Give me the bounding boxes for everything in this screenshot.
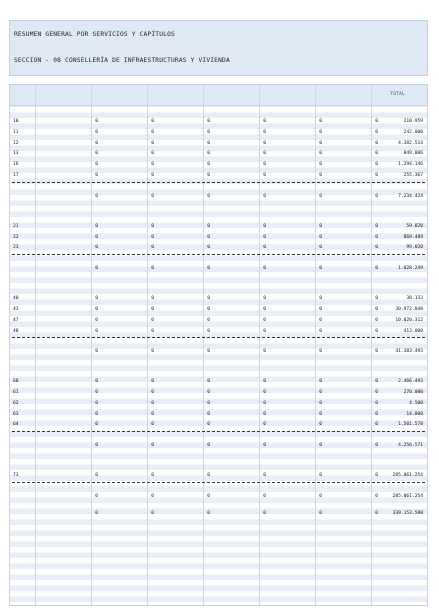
chapter-value: 0 <box>263 379 266 385</box>
chapter-value: 0 <box>375 151 378 157</box>
chapter-value: 0 <box>207 173 210 178</box>
chapter-value: 0 <box>95 510 98 516</box>
chapter-value: 0 <box>263 317 266 323</box>
chapter-value: 0 <box>263 390 266 396</box>
chapter-value: 0 <box>207 411 210 417</box>
chapter-value: 0 <box>207 317 210 323</box>
chapter-value: 0 <box>207 223 210 229</box>
total-value: 270.000 <box>403 390 423 396</box>
chapter-value: 0 <box>319 379 322 385</box>
total-value: 285.061.254 <box>392 473 423 479</box>
table-row <box>10 170 427 181</box>
chapter-value: 0 <box>263 119 266 124</box>
chapter-value: 0 <box>95 265 98 271</box>
report-header <box>9 20 428 76</box>
chapter-value: 0 <box>375 296 378 302</box>
subtotal-divider <box>12 182 425 183</box>
chapter-value: 0 <box>375 317 378 323</box>
chapter-value: 0 <box>375 411 378 417</box>
chapter-value: 0 <box>207 140 210 146</box>
chapter-value: 0 <box>95 129 98 135</box>
chapter-value: 0 <box>207 349 210 355</box>
service-code: 48 <box>13 328 19 334</box>
chapter-value: 0 <box>207 265 210 271</box>
summary-table <box>9 84 428 606</box>
service-code: 62 <box>13 400 19 406</box>
chapter-value: 0 <box>375 349 378 355</box>
chapter-value: 0 <box>375 223 378 229</box>
chapter-value: 0 <box>95 245 98 251</box>
chapter-value: 0 <box>263 151 266 157</box>
chapter-value: 0 <box>375 400 378 406</box>
table-header <box>10 85 427 106</box>
chapter-value: 0 <box>95 443 98 448</box>
service-code: 21 <box>13 223 19 229</box>
chapter-value: 0 <box>95 193 98 199</box>
chapter-value: 0 <box>263 328 266 334</box>
chapter-value: 0 <box>207 400 210 406</box>
total-value: 285.061.254 <box>392 493 423 499</box>
chapter-value: 0 <box>319 443 322 448</box>
chapter-value: 0 <box>319 129 322 135</box>
chapter-value: 0 <box>151 265 154 271</box>
chapter-value: 0 <box>151 193 154 199</box>
total-value: 413.000 <box>403 328 423 334</box>
chapter-value: 0 <box>263 193 266 199</box>
chapter-value: 0 <box>95 493 98 499</box>
report-title: RESUMEN GENERAL POR SERVICIOS Y CAPÍTULOS <box>14 31 175 38</box>
chapter-value: 0 <box>151 510 154 516</box>
service-code: 16 <box>13 162 19 168</box>
chapter-value: 0 <box>263 234 266 240</box>
chapter-value: 0 <box>95 119 98 124</box>
chapter-value: 0 <box>319 306 322 312</box>
chapter-value: 0 <box>375 162 378 168</box>
chapter-value: 0 <box>151 349 154 355</box>
total-value: 210.959 <box>403 119 423 124</box>
chapter-value: 0 <box>95 162 98 168</box>
table-row <box>10 387 427 398</box>
table-row <box>10 221 427 232</box>
chapter-value: 0 <box>375 119 378 124</box>
chapter-value: 0 <box>263 493 266 499</box>
total-value: 41.383.493 <box>395 349 423 355</box>
subtotal-divider <box>12 431 425 432</box>
chapter-value: 0 <box>95 422 98 428</box>
table-row <box>10 138 427 149</box>
subtotal-row <box>10 263 427 274</box>
chapter-value: 0 <box>95 349 98 355</box>
subtotal-row <box>10 491 427 502</box>
chapter-value: 0 <box>319 296 322 302</box>
chapter-value: 0 <box>375 245 378 251</box>
table-row <box>10 304 427 315</box>
chapter-value: 0 <box>151 400 154 406</box>
chapter-value: 0 <box>151 129 154 135</box>
chapter-value: 0 <box>319 140 322 146</box>
total-value: 1.294.146 <box>398 162 423 168</box>
total-value: 7.234.424 <box>398 193 423 199</box>
chapter-value: 0 <box>263 162 266 168</box>
chapter-value: 0 <box>263 443 266 448</box>
chapter-value: 0 <box>151 245 154 251</box>
chapter-value: 0 <box>375 234 378 240</box>
chapter-value: 0 <box>207 234 210 240</box>
chapter-value: 0 <box>207 379 210 385</box>
chapter-value: 0 <box>319 119 322 124</box>
subtotal-divider <box>12 482 425 483</box>
chapter-value: 0 <box>151 173 154 178</box>
service-code: 40 <box>13 296 19 302</box>
chapter-value: 0 <box>319 390 322 396</box>
chapter-value: 0 <box>207 510 210 516</box>
chapter-value: 0 <box>95 140 98 146</box>
chapter-value: 0 <box>319 173 322 178</box>
total-value: 30.972.048 <box>395 306 423 312</box>
chapter-value: 0 <box>95 473 98 479</box>
chapter-value: 0 <box>319 151 322 157</box>
chapter-value: 0 <box>319 223 322 229</box>
chapter-value: 0 <box>95 400 98 406</box>
table-row <box>10 293 427 304</box>
service-code: 23 <box>13 245 19 251</box>
chapter-value: 0 <box>151 411 154 417</box>
chapter-value: 0 <box>319 162 322 168</box>
total-value: 59.820 <box>406 223 423 229</box>
chapter-value: 0 <box>95 411 98 417</box>
subtotal-divider <box>12 337 425 338</box>
total-value: 1.501.578 <box>398 422 423 428</box>
chapter-value: 0 <box>375 306 378 312</box>
service-code: 13 <box>13 151 19 157</box>
service-code: 47 <box>13 317 19 323</box>
table-row <box>10 326 427 337</box>
chapter-value: 0 <box>95 379 98 385</box>
chapter-value: 0 <box>151 493 154 499</box>
chapter-value: 0 <box>319 411 322 417</box>
table-row <box>10 232 427 243</box>
table-row <box>10 409 427 420</box>
chapter-value: 0 <box>319 422 322 428</box>
chapter-value: 0 <box>207 129 210 135</box>
service-code: 63 <box>13 411 19 417</box>
table-row <box>10 159 427 170</box>
chapter-value: 0 <box>375 379 378 385</box>
chapter-value: 0 <box>319 265 322 271</box>
table-row <box>10 315 427 326</box>
chapter-value: 0 <box>151 422 154 428</box>
chapter-value: 0 <box>207 443 210 448</box>
chapter-value: 0 <box>95 390 98 396</box>
chapter-value: 0 <box>95 328 98 334</box>
total-value: 10.020.312 <box>395 317 423 323</box>
chapter-value: 0 <box>263 349 266 355</box>
chapter-value: 0 <box>207 296 210 302</box>
table-row <box>10 127 427 138</box>
chapter-value: 0 <box>207 151 210 157</box>
chapter-value: 0 <box>263 265 266 271</box>
grand-total-row <box>10 508 427 519</box>
total-value: 99.020 <box>406 245 423 251</box>
chapter-value: 0 <box>319 328 322 334</box>
chapter-value: 0 <box>319 234 322 240</box>
chapter-value: 0 <box>263 306 266 312</box>
chapter-value: 0 <box>375 265 378 271</box>
total-value: 242.000 <box>403 129 423 135</box>
table-row <box>10 242 427 253</box>
total-value: 4.382.514 <box>398 140 423 146</box>
section-title: SECCION - 08 CONSELLERÍA DE INFRAESTRUCTURAS Y VIVIENDA <box>14 57 230 64</box>
chapter-value: 0 <box>151 328 154 334</box>
chapter-value: 0 <box>95 173 98 178</box>
chapter-value: 0 <box>263 400 266 406</box>
subtotal-row <box>10 440 427 451</box>
chapter-value: 0 <box>151 162 154 168</box>
chapter-value: 0 <box>319 245 322 251</box>
chapter-value: 0 <box>319 510 322 516</box>
subtotal-row <box>10 191 427 202</box>
chapter-value: 0 <box>319 193 322 199</box>
chapter-value: 0 <box>375 422 378 428</box>
chapter-value: 0 <box>151 379 154 385</box>
chapter-value: 0 <box>319 473 322 479</box>
chapter-value: 0 <box>263 140 266 146</box>
chapter-value: 0 <box>95 223 98 229</box>
chapter-value: 0 <box>263 411 266 417</box>
service-code: 10 <box>13 119 19 124</box>
chapter-value: 0 <box>207 306 210 312</box>
total-value: 4.256.571 <box>398 443 423 448</box>
chapter-value: 0 <box>263 296 266 302</box>
chapter-value: 0 <box>151 234 154 240</box>
chapter-value: 0 <box>151 443 154 448</box>
total-value: 849.006 <box>403 151 423 157</box>
chapter-value: 0 <box>319 349 322 355</box>
service-code: 12 <box>13 140 19 146</box>
chapter-value: 0 <box>151 223 154 229</box>
chapter-value: 0 <box>151 119 154 124</box>
chapter-value: 0 <box>375 443 378 448</box>
service-code: 17 <box>13 173 19 178</box>
chapter-value: 0 <box>263 473 266 479</box>
chapter-value: 0 <box>319 493 322 499</box>
total-value: 255.367 <box>403 173 423 178</box>
service-code: 11 <box>13 129 19 135</box>
chapter-value: 0 <box>263 223 266 229</box>
chapter-value: 0 <box>207 245 210 251</box>
chapter-value: 0 <box>375 173 378 178</box>
chapter-value: 0 <box>151 151 154 157</box>
table-row <box>10 116 427 127</box>
total-value: 869.409 <box>403 234 423 240</box>
chapter-value: 0 <box>207 328 210 334</box>
total-value: 4.500 <box>409 400 423 406</box>
chapter-value: 0 <box>375 140 378 146</box>
chapter-value: 0 <box>95 306 98 312</box>
chapter-value: 0 <box>95 296 98 302</box>
chapter-value: 0 <box>263 173 266 178</box>
total-value: 1.028.249 <box>398 265 423 271</box>
service-code: 60 <box>13 379 19 385</box>
chapter-value: 0 <box>151 473 154 479</box>
subtotal-row <box>10 346 427 357</box>
chapter-value: 0 <box>375 129 378 135</box>
chapter-value: 0 <box>95 317 98 323</box>
table-row <box>10 419 427 430</box>
chapter-value: 0 <box>95 234 98 240</box>
chapter-value: 0 <box>207 422 210 428</box>
total-column-header: TOTAL <box>390 92 405 97</box>
chapter-value: 0 <box>151 317 154 323</box>
chapter-value: 0 <box>207 119 210 124</box>
chapter-value: 0 <box>151 390 154 396</box>
chapter-value: 0 <box>263 510 266 516</box>
total-value: 339.153.588 <box>392 510 423 516</box>
service-code: 73 <box>13 473 19 479</box>
chapter-value: 0 <box>263 422 266 428</box>
chapter-value: 0 <box>151 296 154 302</box>
service-code: 61 <box>13 390 19 396</box>
service-code: 22 <box>13 234 19 240</box>
chapter-value: 0 <box>263 129 266 135</box>
chapter-value: 0 <box>151 306 154 312</box>
chapter-value: 0 <box>207 473 210 479</box>
total-value: 14.000 <box>406 411 423 417</box>
service-code: 43 <box>13 306 19 312</box>
chapter-value: 0 <box>375 510 378 516</box>
chapter-value: 0 <box>207 162 210 168</box>
chapter-value: 0 <box>375 193 378 199</box>
total-value: 2.466.493 <box>398 379 423 385</box>
chapter-value: 0 <box>375 390 378 396</box>
chapter-value: 0 <box>95 151 98 157</box>
chapter-value: 0 <box>263 245 266 251</box>
chapter-value: 0 <box>207 390 210 396</box>
table-row <box>10 398 427 409</box>
chapter-value: 0 <box>207 493 210 499</box>
subtotal-divider <box>12 254 425 255</box>
chapter-value: 0 <box>319 317 322 323</box>
table-row <box>10 470 427 481</box>
table-row <box>10 376 427 387</box>
table-row <box>10 148 427 159</box>
chapter-value: 0 <box>375 493 378 499</box>
chapter-value: 0 <box>375 473 378 479</box>
chapter-value: 0 <box>375 328 378 334</box>
total-value: 38.133 <box>406 296 423 302</box>
chapter-value: 0 <box>151 140 154 146</box>
service-code: 64 <box>13 422 19 428</box>
chapter-value: 0 <box>207 193 210 199</box>
chapter-value: 0 <box>319 400 322 406</box>
